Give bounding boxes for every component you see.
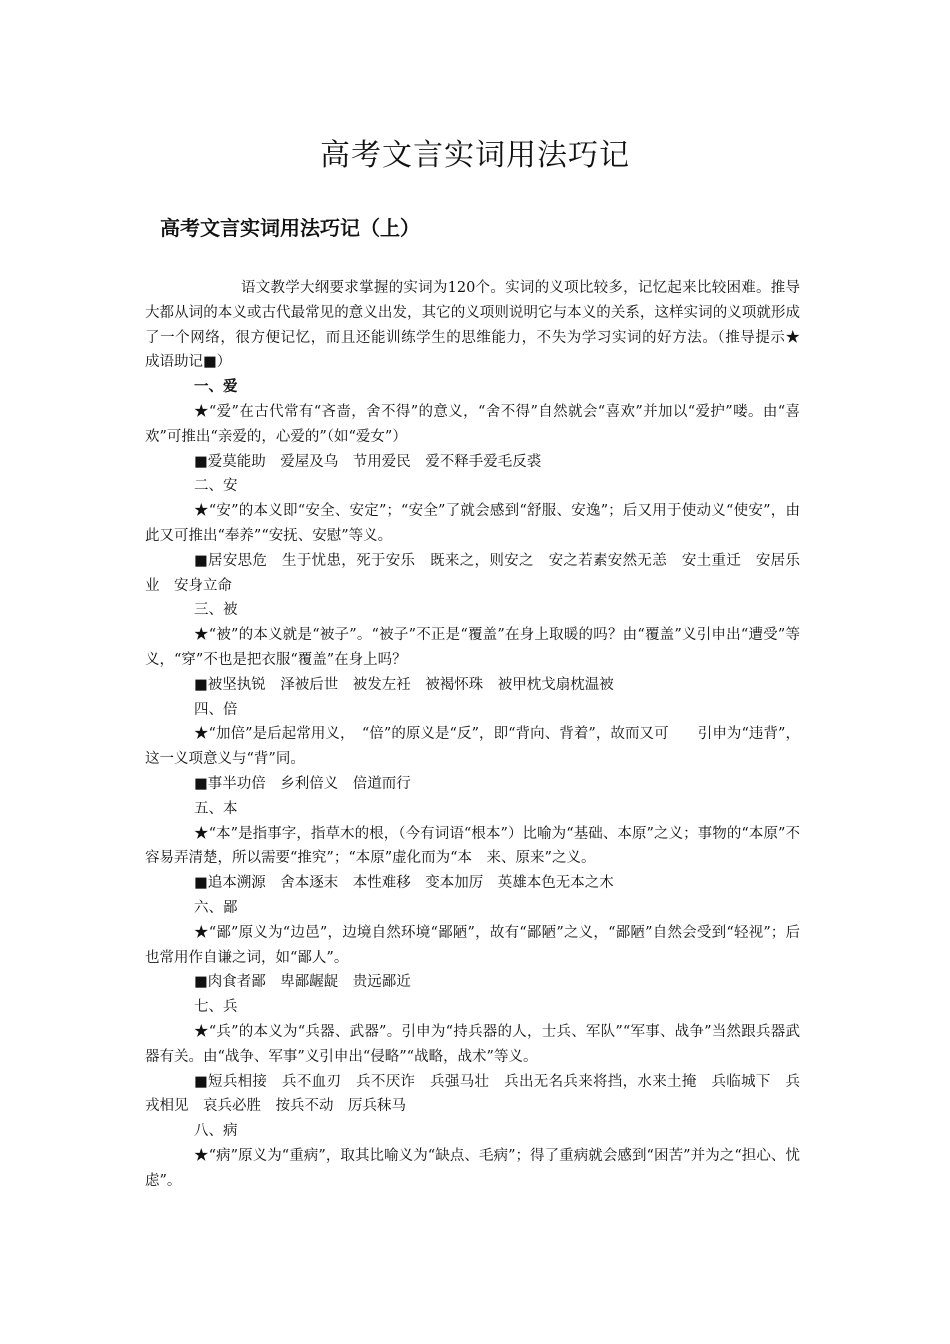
entry-idioms: ■短兵相接 兵不血刃 兵不厌诈 兵强马壮 兵出无名兵来将挡，水来土掩 兵临城下 兵戎相见 哀兵必胜 按兵不动 厉兵秣马 — [145, 1073, 800, 1115]
entry-idioms: ■居安思危 生于忧患，死于安乐 既来之，则安之 安之若素安然无恙 安土重迁 安居乐业 安身立命 — [145, 552, 800, 594]
entry-idioms: ■事半功倍 乡利倍义 倍道而行 — [194, 775, 411, 792]
entry-idioms: ■追本溯源 舍本逐末 本性难移 变本加厉 英雄本色无本之木 — [194, 875, 614, 892]
entry-heading: 七、兵 — [194, 999, 238, 1016]
document-body — [145, 276, 815, 1193]
entry-explanation: ★“病”原义为“重病”，取其比喻义为“缺点、毛病”；得了重病就会感到“困苦”并为之“担心、忧虑”。 — [145, 1147, 800, 1189]
entry-heading: 三、被 — [194, 602, 238, 619]
entry-explanation: ★“兵”的本义为“兵器、武器”。引申为“持兵器的人，士兵、军队”“军事、战争”当然跟兵器武器有关。由“战争、军事”义引申出“侵略”“战略，战术”等义。 — [145, 1023, 800, 1065]
entry-idioms: ■肉食者鄙 卑鄙龌龊 贵远鄙近 — [194, 974, 411, 991]
entry-heading: 八、病 — [194, 1123, 238, 1140]
intro-paragraph: 语文教学大纲要求掌握的实词为120个。实词的义项比较多，记忆起来比较困难。推导大都从词的本义或古代最常见的意义出发，其它的义项则说明它与本义的关系，这样实词的义项就形成了一个网络，很方便记忆，而且还能训练学生的思维能力，不失为学习实词的好方法。（推导提示★ 成语助记■） — [145, 280, 815, 371]
entry-idioms: ■爱莫能助 爱屋及乌 节用爱民 爱不释手爱毛反裘 — [194, 453, 542, 470]
entry-explanation: ★“本”是指事字，指草木的根，（今有词语“根本”）比喻为“基础、本原”之义；事物的“本原”不容易弄清楚，所以需要“推究”；“本原”虚化而为“本 来、原来”之义。 — [145, 825, 800, 867]
entry-explanation: ★“加倍”是后起常用义， “倍”的原义是“反”，即“背向、背着”，故而又可 引申为“违背”，这一义项意义与“背”同。 — [145, 726, 800, 768]
section-title: 高考文言实词用法巧记（上） — [160, 216, 420, 240]
entry-explanation: ★“鄙”原义为“边邑”，边境自然环境“鄙陋”，故有“鄙陋”之义，“鄙陋”自然会受到“轻视”；后也常用作自谦之词，如“鄙人”。 — [145, 924, 800, 966]
entry-explanation: ★“被”的本义就是“被子”。“被子”不正是“覆盖”在身上取暖的吗？由“覆盖”义引申出“遭受”等义，“穿”不也是把衣服“覆盖”在身上吗？ — [145, 627, 800, 668]
entry-heading: 四、倍 — [194, 701, 238, 718]
entry-heading: 五、本 — [194, 800, 238, 817]
entry-explanation: ★“安”的本义即“安全、安定”；“安全”了就会感到“舒服、安逸”；后又用于使动义“使安”，由此又可推出“奉养”“安抚、安慰”等义。 — [145, 503, 800, 544]
page-title: 高考文言实词用法巧记 — [320, 138, 630, 173]
entry-heading: 一、爱 — [194, 378, 238, 396]
entry-heading: 二、安 — [194, 478, 238, 495]
entry-explanation: ★“爱”在古代常有“吝啬，舍不得”的意义，“舍不得”自然就会“喜欢”并加以“爱护”喽。由“喜欢”可推出“亲爱的，心爱的”（如“爱女”） — [145, 403, 800, 445]
entry-heading: 六、鄙 — [194, 899, 238, 916]
entry-idioms: ■被坚执锐 泽被后世 被发左衽 被褐怀珠 被甲枕戈扇枕温被 — [194, 676, 614, 693]
